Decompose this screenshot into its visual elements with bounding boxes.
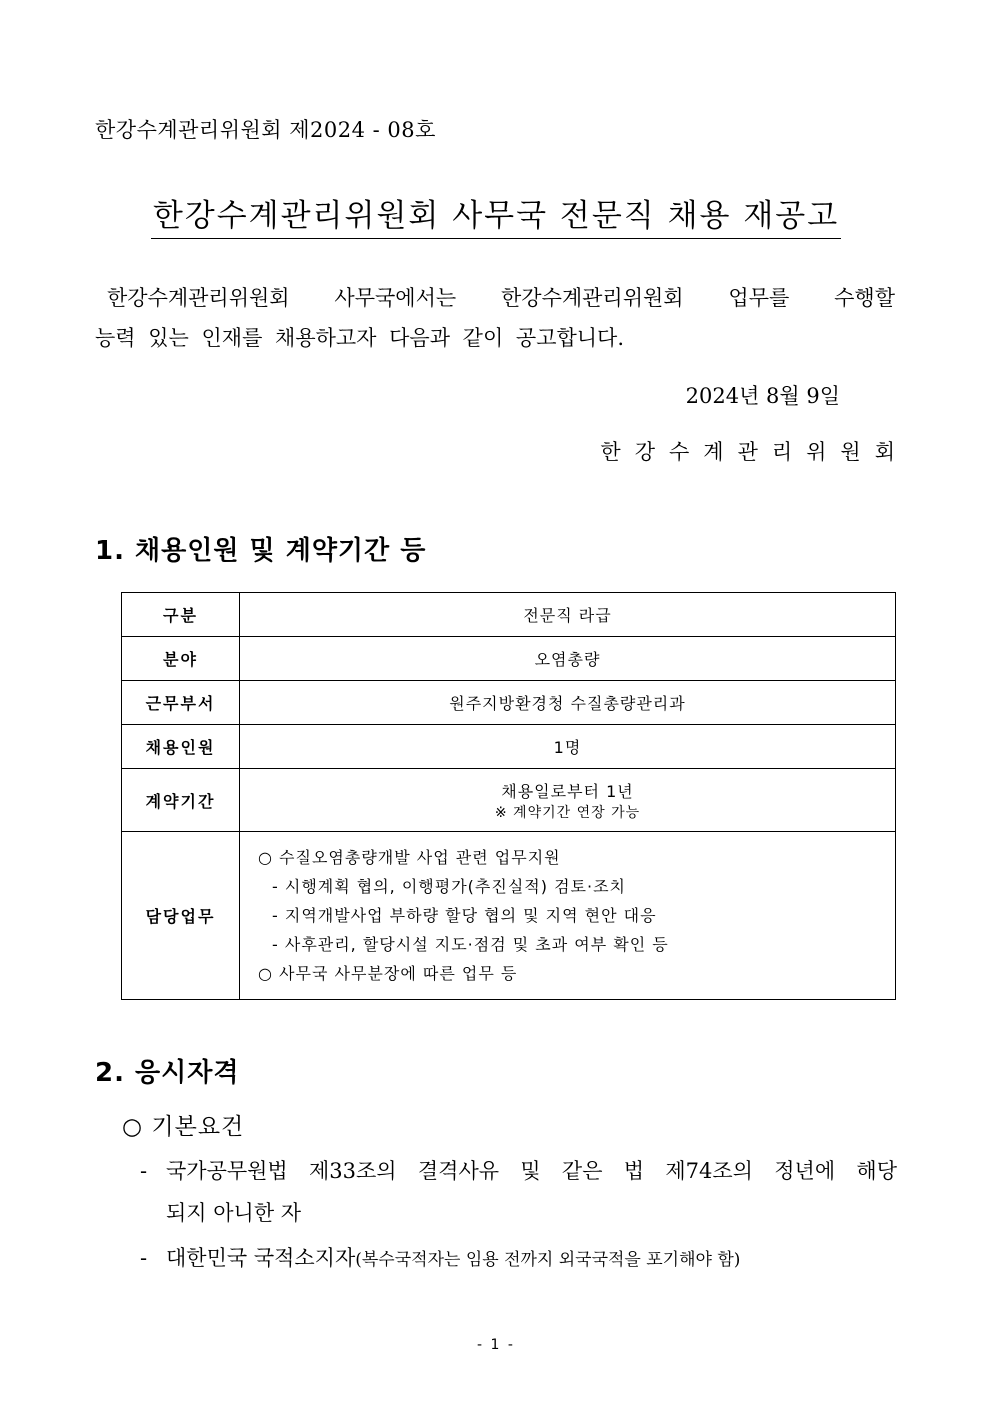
duty-item: ○ 사무국 사무분장에 따른 업무 등 (258, 964, 518, 983)
document-title: 한강수계관리위원회 사무국 전문직 채용 재공고 (151, 198, 841, 239)
duty-subitem: - 지역개발사업 부하량 할당 협의 및 지역 현안 대응 (272, 906, 657, 925)
row-label-duties: 담당업무 (122, 832, 240, 1000)
table-row (122, 832, 896, 1000)
row-label-headcount: 채용인원 (122, 725, 240, 769)
intro-line-2: 능력 있는 인재를 채용하고자 다음과 같이 공고합니다. (95, 326, 625, 350)
requirement-item (140, 1237, 897, 1281)
row-value-duties (240, 832, 896, 1000)
requirement-1-line-2: 되지 아니한 자 (166, 1201, 302, 1225)
requirement-2-main: 대한민국 국적소지자 (166, 1246, 356, 1270)
document-title-wrapper (0, 190, 992, 235)
row-value-contract (240, 769, 896, 832)
duty-subitem: - 사후관리, 할당시설 지도·점검 및 초과 여부 확인 등 (272, 935, 669, 954)
issuing-organization: 한강수계관리위원회 (600, 440, 909, 464)
table-row (122, 769, 896, 832)
requirement-1-line-1: 국가공무원법 제33조의 결격사유 및 같은 법 제74조의 정년에 해당 (166, 1159, 897, 1183)
page-number: - 1 - (477, 1337, 515, 1353)
row-value-category: 전문직 라급 (240, 593, 896, 637)
intro-line-1: 한강수계관리위원회 사무국에서는 한강수계관리위원회 업무를 수행할 (107, 286, 895, 310)
table-row (122, 681, 896, 725)
row-label-category: 구분 (122, 593, 240, 637)
row-value-field: 오염총량 (240, 637, 896, 681)
requirement-text (166, 1150, 897, 1234)
section-2-heading: 2. 응시자격 (95, 1058, 240, 1088)
row-label-department: 근무부서 (122, 681, 240, 725)
contract-period: 채용일로부터 1년 (501, 781, 634, 801)
requirement-2-note: (복수국적자는 임용 전까지 외국국적을 포기해야 함) (355, 1250, 741, 1270)
table-row (122, 593, 896, 637)
table-row (122, 725, 896, 769)
requirement-text (166, 1237, 897, 1281)
row-label-field: 분야 (122, 637, 240, 681)
duty-item: ○ 수질오염총량개발 사업 관련 업무지원 (258, 848, 561, 867)
list-dash: - (140, 1246, 148, 1270)
basic-requirements-heading: ○ 기본요건 (122, 1114, 245, 1140)
announcement-date: 2024년 8월 9일 (685, 384, 840, 408)
table-row (122, 637, 896, 681)
section-1-heading: 1. 채용인원 및 계약기간 등 (95, 536, 427, 566)
requirement-item (140, 1150, 897, 1234)
row-value-department: 원주지방환경청 수질총량관리과 (240, 681, 896, 725)
list-dash: - (140, 1159, 148, 1183)
intro-paragraph (95, 278, 895, 358)
document-number: 한강수계관리위원회 제2024 - 08호 (95, 118, 436, 142)
row-label-contract: 계약기간 (122, 769, 240, 832)
contract-note: ※ 계약기간 연장 가능 (494, 804, 641, 821)
duty-subitem: - 시행계획 협의, 이행평가(추진실적) 검토·조치 (272, 877, 626, 896)
recruitment-table (121, 592, 896, 1000)
row-value-headcount: 1명 (240, 725, 896, 769)
